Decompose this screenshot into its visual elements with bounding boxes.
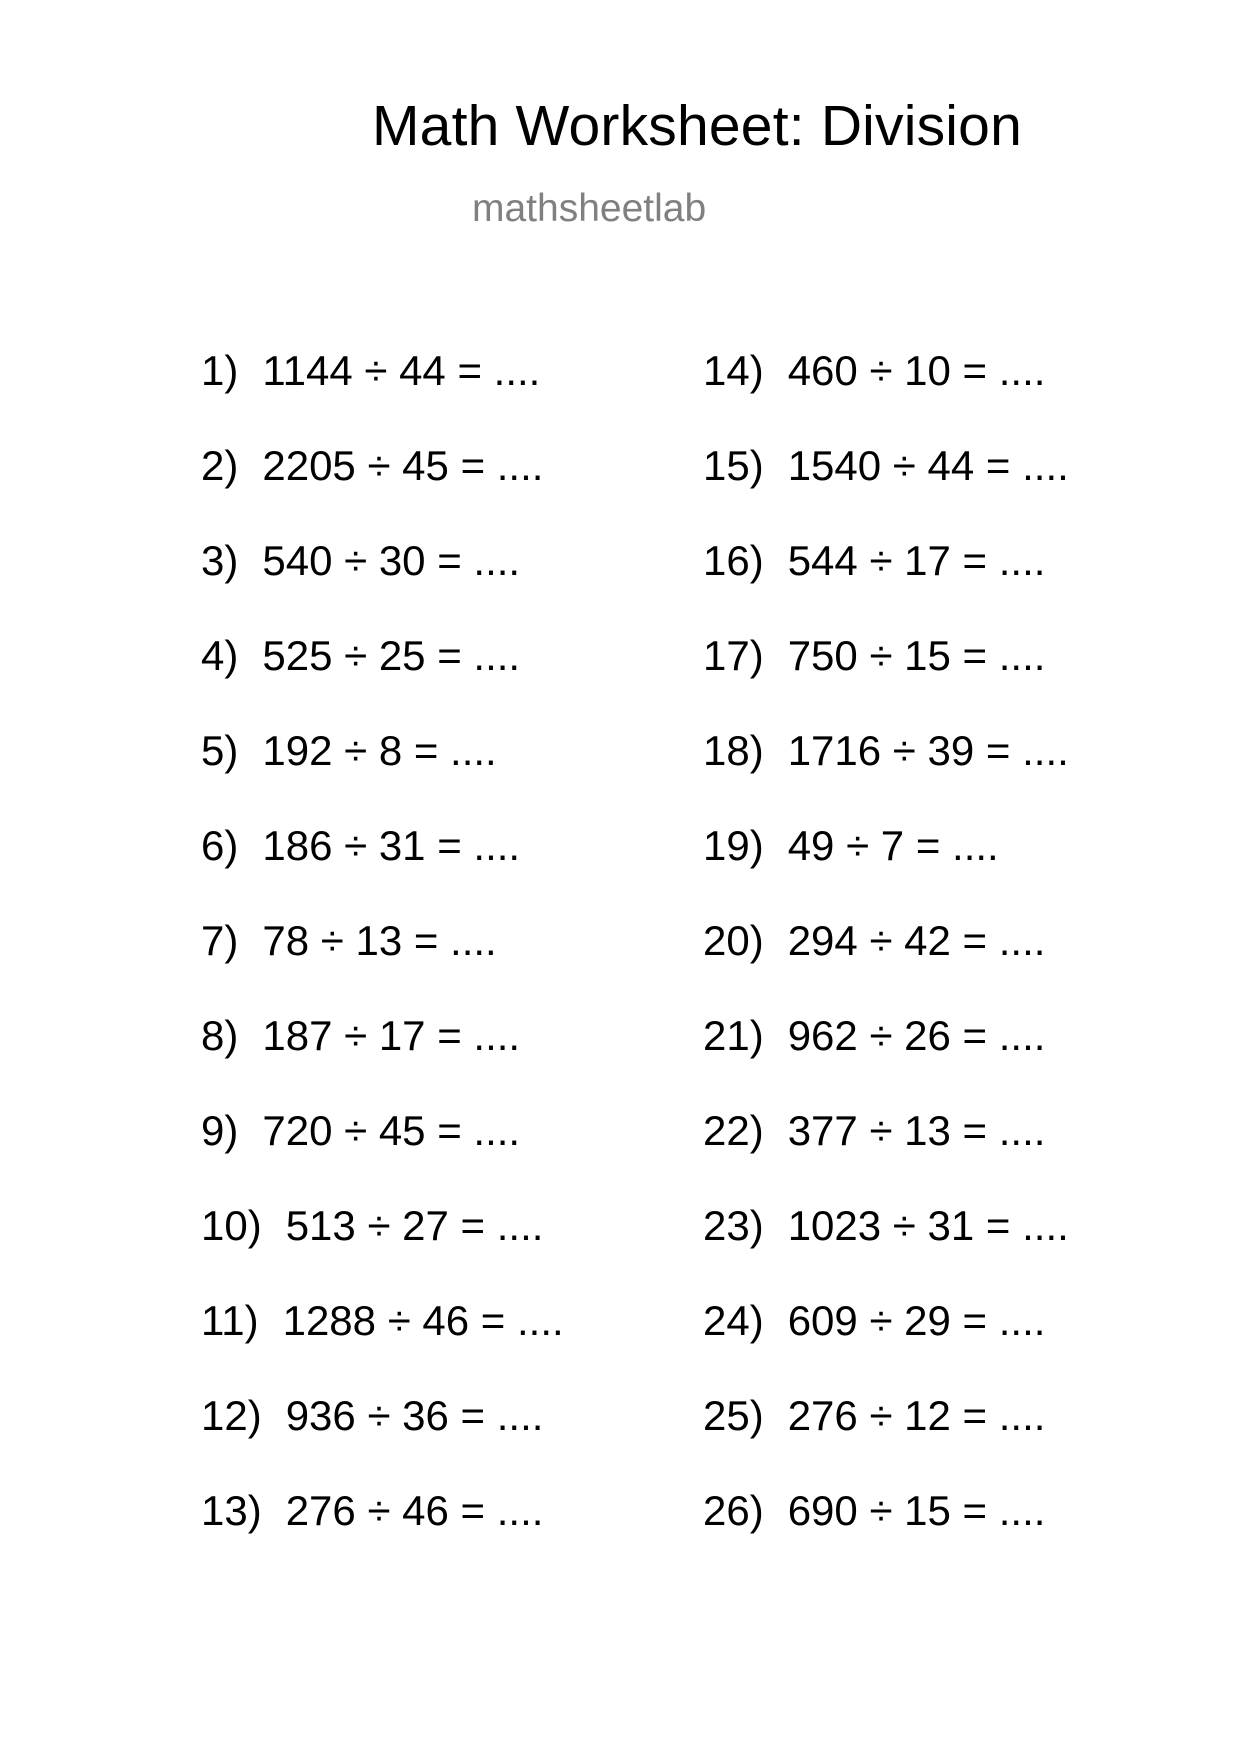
problem-expression: 460 ÷ 10 = .... <box>787 347 1046 394</box>
problem-expression: 186 ÷ 31 = .... <box>262 822 521 869</box>
problem-number: 11) <box>201 1297 259 1344</box>
problem-number: 18) <box>703 727 764 774</box>
problem-number: 6) <box>201 822 239 869</box>
worksheet-subtitle: mathsheetlab <box>472 187 707 230</box>
problem-expression: 187 ÷ 17 = .... <box>262 1012 521 1059</box>
problem-25 <box>703 1392 1069 1490</box>
problem-17 <box>703 632 1069 730</box>
problem-expression: 720 ÷ 45 = .... <box>262 1107 521 1154</box>
problem-number: 26) <box>703 1487 764 1534</box>
problem-expression: 525 ÷ 25 = .... <box>262 632 521 679</box>
problem-4 <box>201 632 564 730</box>
problem-expression: 936 ÷ 36 = .... <box>285 1392 544 1439</box>
problem-expression: 513 ÷ 27 = .... <box>285 1202 544 1249</box>
problem-2 <box>201 442 564 540</box>
problem-24 <box>703 1297 1069 1395</box>
problem-3 <box>201 537 564 635</box>
problem-number: 24) <box>703 1297 764 1344</box>
problem-number: 2) <box>201 442 239 489</box>
problem-expression: 192 ÷ 8 = .... <box>262 727 497 774</box>
problem-expression: 690 ÷ 15 = .... <box>787 1487 1046 1534</box>
problem-number: 7) <box>201 917 239 964</box>
problem-number: 3) <box>201 537 239 584</box>
problem-expression: 1023 ÷ 31 = .... <box>787 1202 1069 1249</box>
problem-1 <box>201 347 564 445</box>
problem-number: 1) <box>201 347 239 394</box>
problem-16 <box>703 537 1069 635</box>
problem-9 <box>201 1107 564 1205</box>
problem-number: 9) <box>201 1107 239 1154</box>
problem-number: 23) <box>703 1202 764 1249</box>
problem-number: 12) <box>201 1392 262 1439</box>
problem-number: 8) <box>201 1012 239 1059</box>
problem-column-right <box>703 347 1069 1585</box>
problem-number: 20) <box>703 917 764 964</box>
problem-14 <box>703 347 1069 445</box>
problem-expression: 276 ÷ 46 = .... <box>285 1487 544 1534</box>
problem-expression: 49 ÷ 7 = .... <box>787 822 999 869</box>
problem-21 <box>703 1012 1069 1110</box>
problem-number: 21) <box>703 1012 764 1059</box>
problem-expression: 1288 ÷ 46 = .... <box>282 1297 564 1344</box>
problem-15 <box>703 442 1069 540</box>
problem-number: 16) <box>703 537 764 584</box>
problem-expression: 1144 ÷ 44 = .... <box>262 347 541 394</box>
problem-expression: 1716 ÷ 39 = .... <box>787 727 1069 774</box>
problem-expression: 276 ÷ 12 = .... <box>787 1392 1046 1439</box>
problem-expression: 1540 ÷ 44 = .... <box>787 442 1069 489</box>
problem-expression: 609 ÷ 29 = .... <box>787 1297 1046 1344</box>
problem-expression: 294 ÷ 42 = .... <box>787 917 1046 964</box>
problem-expression: 544 ÷ 17 = .... <box>787 537 1046 584</box>
problem-number: 25) <box>703 1392 764 1439</box>
problem-number: 5) <box>201 727 239 774</box>
problem-column-left <box>201 347 564 1585</box>
problem-20 <box>703 917 1069 1015</box>
problem-12 <box>201 1392 564 1490</box>
problem-8 <box>201 1012 564 1110</box>
problem-19 <box>703 822 1069 920</box>
problem-expression: 2205 ÷ 45 = .... <box>262 442 544 489</box>
problem-26 <box>703 1487 1069 1585</box>
problem-expression: 78 ÷ 13 = .... <box>262 917 497 964</box>
problem-10 <box>201 1202 564 1300</box>
problem-13 <box>201 1487 564 1585</box>
problem-6 <box>201 822 564 920</box>
problem-23 <box>703 1202 1069 1300</box>
problem-5 <box>201 727 564 825</box>
problem-number: 13) <box>201 1487 262 1534</box>
problem-22 <box>703 1107 1069 1205</box>
problem-expression: 750 ÷ 15 = .... <box>787 632 1046 679</box>
worksheet-title: Math Worksheet: Division <box>372 94 1022 158</box>
problem-number: 17) <box>703 632 764 679</box>
problem-18 <box>703 727 1069 825</box>
problem-number: 19) <box>703 822 764 869</box>
problem-expression: 377 ÷ 13 = .... <box>787 1107 1046 1154</box>
problem-expression: 962 ÷ 26 = .... <box>787 1012 1046 1059</box>
problem-7 <box>201 917 564 1015</box>
problem-11 <box>201 1297 564 1395</box>
problem-number: 10) <box>201 1202 262 1249</box>
problem-expression: 540 ÷ 30 = .... <box>262 537 521 584</box>
problem-number: 14) <box>703 347 764 394</box>
problem-number: 4) <box>201 632 239 679</box>
problem-number: 22) <box>703 1107 764 1154</box>
problem-number: 15) <box>703 442 764 489</box>
